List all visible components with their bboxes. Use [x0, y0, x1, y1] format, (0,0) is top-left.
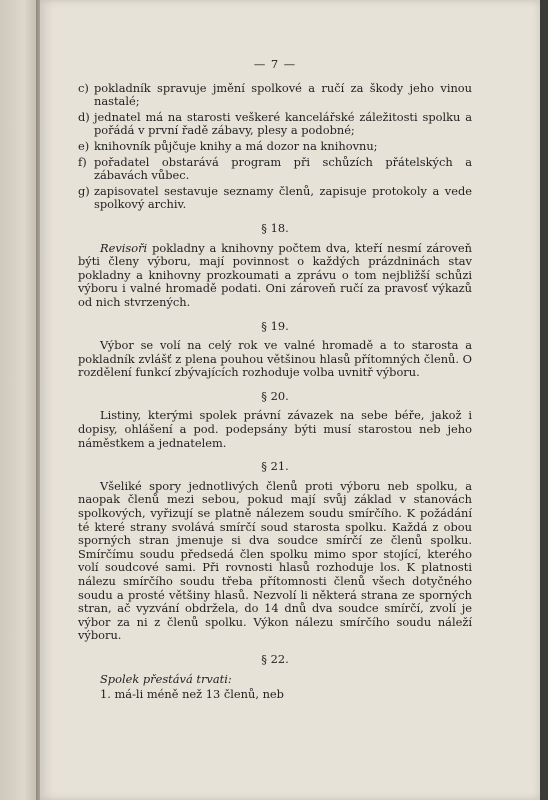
- page-number: — 7 —: [253, 57, 297, 71]
- section-22-lead: Spolek přestává trvati:: [100, 671, 232, 686]
- section-19-text: Výbor se volí na celý rok ve valné hromadě a to starosta a pokladník zvlášť z plena pouhou většinou hlasů přítomných členů. O rozdělení funkcí zbývajících rozhoduje volba uvnitř výboru.: [78, 338, 472, 380]
- section-18-lead: Revisoři: [100, 240, 148, 255]
- list-item-label: g): [78, 183, 90, 198]
- list-item-text: jednatel má na starosti veškeré kancelářské záležitosti spolku a pořádá v první řadě zábavy, plesy a podobné;: [94, 109, 472, 138]
- section-21-text: Všeliké spory jednotlivých členů proti výboru neb spolku, a naopak členů mezi sebou, pokud mají svůj základ v stanovách spolkových, vyřizují se platně nálezem soudu smírčího. K požádání té které strany svolává smírčí soud starosta spolku. Každá z obou sporných stran jmenuje si dva soudce smírčí ze členů spolku. Smírčímu soudu předsedá člen spolku mimo spor stojící, kterého volí soudcové sami. Při rovnosti hlasů rozhoduje los. K platnosti nálezu smírčího soudu třeba přítomnosti členů všech dotyčného soudu a prosté většiny hlasů. Nezvolí li některá strana ze sporných stran, ač vyzvání obdržela, do 14 dnů dva soudce smírčí, zvolí je výbor za ni z členů spolku. Výkon nálezu smírčího soudu náleží výboru.: [78, 478, 472, 643]
- section-20-heading: § 20.: [261, 388, 289, 403]
- section-22-line-1: 1. má-li méně než 13 členů, neb: [100, 687, 284, 702]
- section-22-heading: § 22.: [261, 651, 289, 666]
- list-item: [78, 111, 472, 138]
- officer-duties-list: [78, 82, 472, 212]
- document-page: [40, 0, 540, 800]
- list-item-text: pořadatel obstarává program při schůzích přátelských a zábavách vůbec.: [94, 154, 472, 183]
- section-18-text: [78, 242, 472, 310]
- left-page-edge: [0, 0, 40, 800]
- section-18-heading: § 18.: [261, 220, 289, 235]
- background-edge: [540, 0, 548, 800]
- list-item-label: c): [78, 80, 89, 95]
- section-21-heading: § 21.: [261, 459, 289, 474]
- list-item-label: f): [78, 154, 87, 169]
- section-19-heading: § 19.: [261, 318, 289, 333]
- list-item-label: d): [78, 109, 90, 124]
- list-item-text: knihovník půjčuje knihy a má dozor na knihovnu;: [94, 138, 378, 153]
- list-item: [78, 185, 472, 212]
- section-20-text: Listiny, kterými spolek právní závazek na sebe béře, jakož i dopisy, ohlášení a pod. podepsány býti musí starostou neb jeho náměstkem a jednatelem.: [78, 408, 472, 450]
- page-content: [78, 58, 472, 702]
- list-item: [78, 82, 472, 109]
- list-item: [78, 140, 472, 154]
- list-item-text: zapisovatel sestavuje seznamy členů, zapisuje protokoly a vede spolkový archiv.: [94, 183, 472, 212]
- list-item-label: e): [78, 138, 90, 153]
- list-item: [78, 156, 472, 183]
- section-18-body: pokladny a knihovny počtem dva, kteří nesmí zároveň býti členy výboru, mají povinnost o každých prázdninách stav pokladny a knihovny prozkoumati a zprávu o tom nejbližší schůzi výboru i valné hromadě podati. Oni zároveň ručí za pravosť výkazů od nich stvrzených.: [78, 240, 472, 309]
- list-item-text: pokladník spravuje jmění spolkové a ručí za škody jeho vinou nastalé;: [94, 80, 472, 109]
